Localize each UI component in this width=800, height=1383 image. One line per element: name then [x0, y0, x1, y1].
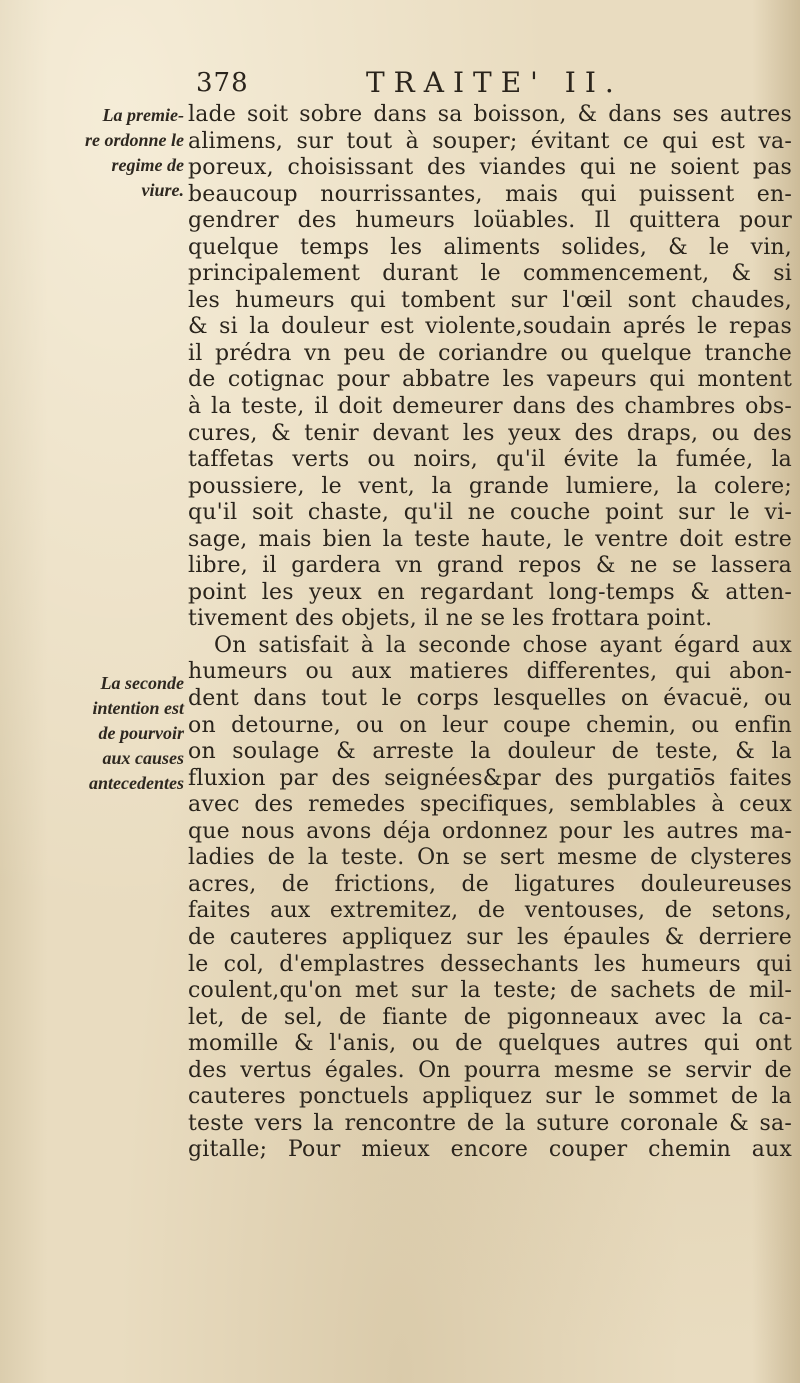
- text-line: taffetas verts ou noirs, qu'il évite la fumée, la: [188, 447, 792, 473]
- text-line: alimens, sur tout à souper; évitant ce qui est va-: [188, 128, 792, 154]
- margin-note-line: regime de: [111, 155, 184, 175]
- margin-note-first-intention: [4, 103, 184, 203]
- page-header: [196, 62, 790, 102]
- text-line: principalement durant le commencement, & si: [188, 261, 792, 287]
- margin-note-line: La premie-: [102, 105, 184, 125]
- text-line: tivement des objets, il ne se les frottara point.: [188, 606, 713, 632]
- text-line: on detourne, ou on leur coupe chemin, ou enfin: [188, 712, 792, 738]
- text-line: & si la douleur est violente,soudain aprés le repas: [188, 314, 792, 340]
- page-number: 378: [196, 68, 249, 98]
- margin-note-line: antecedentes: [89, 773, 184, 793]
- text-line: avec des remedes specifiques, semblables à ceux: [188, 792, 792, 818]
- text-line: beaucoup nourrissantes, mais qui puissent en-: [188, 181, 792, 207]
- margin-note-line: aux causes: [102, 748, 184, 768]
- text-line: momille & l'anis, ou de quelques autres qui ont: [188, 1031, 792, 1057]
- text-line: faites aux extremitez, de ventouses, de setons,: [188, 898, 792, 924]
- margin-note-line: intention est: [92, 698, 184, 718]
- text-line: que nous avons déja ordonnez pour les autres ma-: [188, 818, 792, 844]
- text-line: let, de sel, de fiante de pigonneaux avec la ca-: [188, 1004, 792, 1030]
- text-line: libre, il gardera vn grand repos & ne se lassera: [188, 553, 792, 579]
- text-line: coulent,qu'on met sur la teste; de sachets de mil-: [188, 978, 792, 1004]
- text-line: poreux, choisissant des viandes qui ne soient pas: [188, 155, 792, 181]
- text-line: les humeurs qui tombent sur l'œil sont chaudes,: [188, 287, 792, 313]
- margin-note-line: viure.: [141, 180, 184, 200]
- margin-note-line: La seconde: [100, 673, 184, 693]
- text-line: lade soit sobre dans sa boisson, & dans ses autres: [188, 102, 792, 127]
- text-line: point les yeux en regardant long-temps & atten-: [188, 579, 792, 605]
- text-line: teste vers la rencontre de la suture coronale & sa-: [188, 1110, 792, 1136]
- text-line: poussiere, le vent, la grande lumiere, la colere;: [188, 473, 792, 499]
- text-line: acres, de frictions, de ligatures douleureuses: [188, 871, 792, 897]
- margin-note-line: re ordonne le: [85, 130, 184, 150]
- margin-note-line: de pourvoir: [98, 723, 184, 743]
- text-line: de cotignac pour abbatre les vapeurs qui montent: [188, 367, 792, 393]
- text-line: le col, d'emplastres dessechants les humeurs qui: [188, 951, 792, 977]
- text-line: gendrer des humeurs loüables. Il quittera pour: [188, 208, 792, 234]
- text-line: qu'il soit chaste, qu'il ne couche point sur le vi-: [188, 500, 792, 526]
- text-line: des vertus égales. On pourra mesme se servir de: [188, 1057, 792, 1083]
- text-line: sage, mais bien la teste haute, le ventre doit estre: [188, 526, 792, 552]
- text-line: cauteres ponctuels appliquez sur le sommet de la: [188, 1084, 792, 1110]
- text-line: humeurs ou aux matieres differentes, qui abon-: [188, 659, 792, 685]
- running-title: TRAITE' II.: [366, 66, 623, 99]
- text-line: ladies de la teste. On se sert mesme de clysteres: [188, 845, 792, 871]
- text-line: de cauteres appliquez sur les épaules & derriere: [188, 924, 792, 950]
- text-line: fluxion par des seignées&par des purgatiōs faites: [188, 765, 792, 791]
- body-text: [188, 102, 792, 1164]
- text-line: à la teste, il doit demeurer dans des chambres obs-: [188, 394, 792, 420]
- text-line: quelque temps les aliments solides, & le vin,: [188, 234, 792, 260]
- margin-note-second-intention: [4, 671, 184, 796]
- text-line: il prédra vn peu de coriandre ou quelque tranche: [188, 340, 792, 366]
- text-line: dent dans tout le corps lesquelles on évacuë, ou: [188, 686, 792, 712]
- text-line: cures, & tenir devant les yeux des draps, ou des: [188, 420, 792, 446]
- text-line: On satisfait à la seconde chose ayant égard aux: [214, 632, 792, 658]
- text-line: on soulage & arreste la douleur de teste, & la: [188, 739, 792, 765]
- text-line: gitalle; Pour mieux encore couper chemin aux: [188, 1137, 792, 1163]
